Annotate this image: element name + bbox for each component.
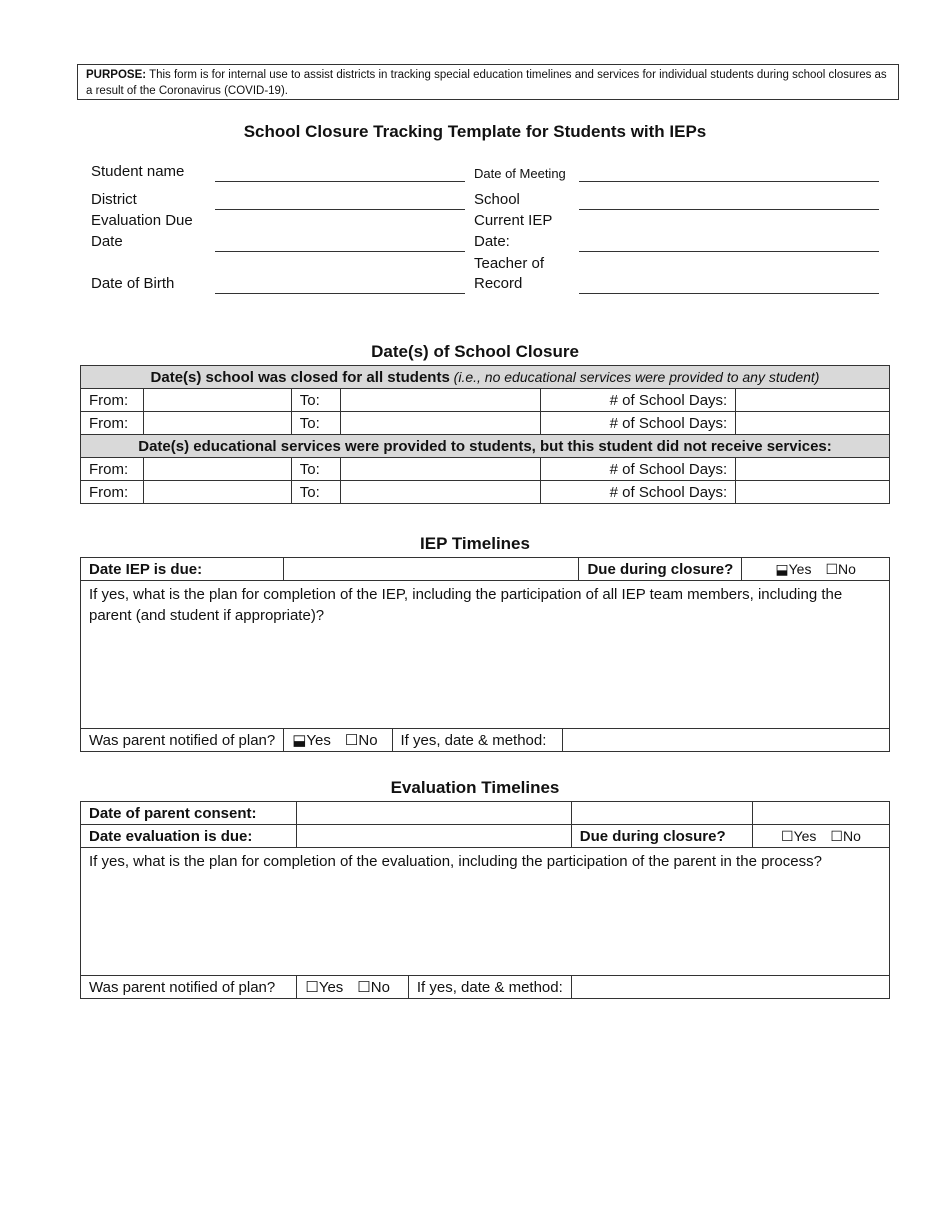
checkbox-icon: ☐ — [305, 979, 319, 996]
days-field[interactable] — [736, 481, 890, 504]
current-iep-label-1: Current IEP — [474, 212, 553, 229]
school-field[interactable] — [579, 209, 879, 210]
iep-due-closure-options — [742, 558, 890, 581]
district-field[interactable] — [215, 209, 465, 210]
iep-due-closure-label: Due during closure? — [579, 558, 742, 581]
eval-due-closure-label: Due during closure? — [571, 825, 752, 848]
yes-label: Yes — [788, 560, 812, 577]
to-label: To: — [291, 481, 340, 504]
iep-plan-question: If yes, what is the plan for completion of the IEP, including the participation of all IEP team members, including the parent (and student if appropriate)? — [89, 586, 843, 624]
no-label: No — [370, 979, 390, 996]
no-label: No — [838, 560, 856, 577]
from-label: From: — [81, 481, 144, 504]
yes-label: Yes — [318, 979, 344, 996]
eval-due-field[interactable] — [215, 251, 465, 252]
checkbox-icon: ☐ — [357, 979, 371, 996]
teacher-field[interactable] — [579, 293, 879, 294]
eval-due-label: Date evaluation is due: — [81, 825, 297, 848]
eval-consent-field[interactable] — [297, 802, 571, 825]
checkbox-icon: ☐ — [830, 827, 843, 844]
date-meeting-label: Date of Meeting — [474, 166, 566, 181]
dob-field[interactable] — [215, 293, 465, 294]
eval-notified-no-checkbox[interactable] — [357, 979, 390, 996]
teacher-label-1: Teacher of — [474, 255, 545, 272]
checkbox-icon: ☐ — [825, 560, 839, 577]
closure-header-all — [81, 366, 890, 389]
closure-header-student: Date(s) educational services were provided to students, but this student did not receive services: — [81, 435, 890, 458]
eval-blank-cell — [752, 802, 889, 825]
eval-consent-label: Date of parent consent: — [81, 802, 297, 825]
no-label: No — [842, 827, 861, 844]
eval-due-yes-checkbox[interactable] — [781, 828, 816, 845]
school-label: School — [474, 191, 520, 208]
iep-date-due-field[interactable] — [284, 558, 579, 581]
purpose-text: This form is for internal use to assist districts in tracking special education timelines and services for individual students during school closures as a result of the Coronavirus (COVID-19). — [86, 69, 887, 97]
eval-due-no-checkbox[interactable] — [830, 828, 860, 844]
iep-date-due-label: Date IEP is due: — [81, 558, 284, 581]
yes-label: Yes — [306, 732, 331, 749]
table-row — [81, 458, 890, 481]
district-label: District — [91, 191, 137, 208]
to-field[interactable] — [340, 458, 541, 481]
to-field[interactable] — [340, 412, 541, 435]
iep-notified-no-checkbox[interactable] — [345, 732, 378, 749]
eval-due-label-1: Evaluation Due — [91, 212, 193, 229]
from-field[interactable] — [143, 481, 291, 504]
eval-notified-yes-checkbox[interactable] — [305, 978, 343, 996]
eval-plan-field[interactable] — [81, 848, 890, 976]
purpose-box — [77, 64, 899, 100]
evaluation-title: Evaluation Timelines — [390, 778, 560, 797]
table-row — [81, 481, 890, 504]
student-name-label: Student name — [91, 163, 185, 180]
table-row — [81, 389, 890, 412]
from-label: From: — [81, 458, 144, 481]
eval-due-field[interactable] — [297, 825, 571, 848]
date-meeting-field[interactable] — [579, 181, 879, 182]
days-label: # of School Days: — [541, 481, 736, 504]
from-field[interactable] — [143, 412, 291, 435]
student-name-field[interactable] — [215, 181, 465, 182]
closure-title: Date(s) of School Closure — [371, 342, 579, 361]
eval-date-method-field[interactable] — [571, 976, 889, 999]
eval-parent-notified-label: Was parent notified of plan? — [81, 976, 297, 999]
iep-due-no-checkbox[interactable] — [825, 561, 855, 577]
checkbox-icon: ☐ — [344, 732, 359, 749]
to-field[interactable] — [340, 389, 541, 412]
to-field[interactable] — [340, 481, 541, 504]
iep-parent-notified-options — [284, 729, 392, 752]
checkbox-icon: ☐ — [781, 827, 794, 844]
iep-date-method-label: If yes, date & method: — [392, 729, 562, 752]
eval-due-closure-options — [752, 825, 889, 848]
closure-header-all-text: Date(s) school was closed for all students — [150, 368, 450, 386]
dob-label: Date of Birth — [91, 275, 175, 292]
evaluation-table — [80, 801, 890, 999]
eval-due-label-2: Date — [91, 233, 123, 250]
iep-notified-yes-checkbox[interactable] — [292, 731, 331, 749]
current-iep-field[interactable] — [579, 251, 879, 252]
days-label: # of School Days: — [541, 412, 736, 435]
checked-box-icon: ⬓ — [775, 560, 789, 577]
eval-plan-question: If yes, what is the plan for completion of the evaluation, including the participation of the parent in the process? — [89, 853, 822, 870]
iep-title: IEP Timelines — [420, 534, 530, 553]
iep-parent-notified-label: Was parent notified of plan? — [81, 729, 284, 752]
iep-date-method-field[interactable] — [562, 729, 889, 752]
days-field[interactable] — [736, 458, 890, 481]
iep-due-yes-checkbox[interactable] — [775, 561, 811, 578]
iep-plan-field[interactable] — [81, 581, 890, 729]
from-label: From: — [81, 389, 144, 412]
days-label: # of School Days: — [541, 389, 736, 412]
days-field[interactable] — [736, 412, 890, 435]
eval-parent-notified-options — [297, 976, 409, 999]
iep-table — [80, 557, 890, 752]
eval-date-method-label: If yes, date & method: — [408, 976, 571, 999]
current-iep-label-2: Date: — [474, 233, 510, 250]
days-label: # of School Days: — [541, 458, 736, 481]
from-field[interactable] — [143, 458, 291, 481]
days-field[interactable] — [736, 389, 890, 412]
to-label: To: — [291, 458, 340, 481]
to-label: To: — [291, 389, 340, 412]
no-label: No — [358, 732, 378, 749]
from-label: From: — [81, 412, 144, 435]
closure-header-all-note: (i.e., no educational services were provided to any student) — [449, 368, 820, 385]
closure-table — [80, 365, 890, 504]
yes-label: Yes — [793, 827, 817, 844]
eval-blank-cell — [571, 802, 752, 825]
form-title: School Closure Tracking Template for Students with IEPs — [243, 122, 707, 141]
table-row — [81, 412, 890, 435]
purpose-label: PURPOSE: — [86, 69, 147, 81]
checked-box-icon: ⬓ — [292, 732, 307, 749]
to-label: To: — [291, 412, 340, 435]
teacher-label-2: Record — [474, 275, 523, 292]
from-field[interactable] — [143, 389, 291, 412]
